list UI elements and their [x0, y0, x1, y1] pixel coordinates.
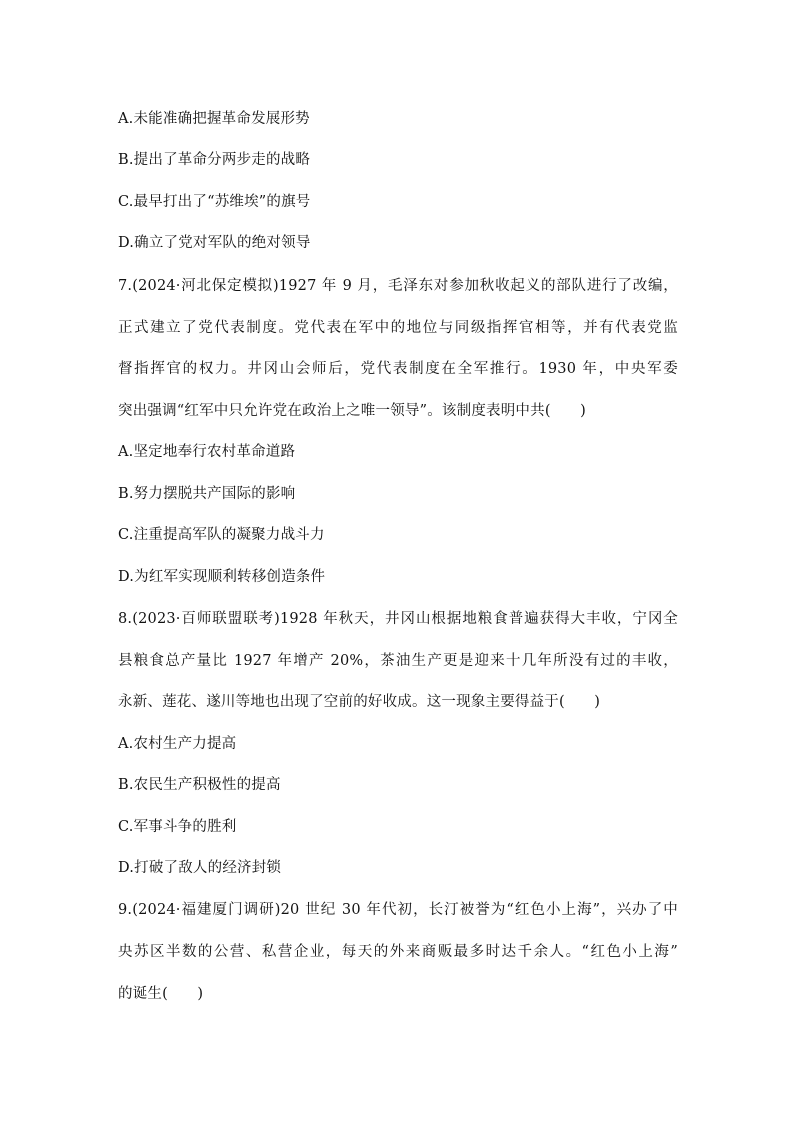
q7-option-c: C.注重提高军队的凝聚力战斗力: [118, 527, 325, 543]
q8-option-d: D.打破了敌人的经济封锁: [118, 860, 282, 876]
q7-stem-line-3: 督指挥官的权力。井冈山会师后，党代表制度在全军推行。1930 年，中央军委: [118, 361, 678, 377]
q8-option-a: A.农村生产力提高: [118, 736, 237, 752]
q9-stem-line-1: 9.(2024·福建厦门调研)20 世纪 30 年代初，长汀被誉为“红色小上海”，兴办了中: [118, 902, 678, 918]
q6-option-a: A.未能准确把握革命发展形势: [118, 111, 310, 127]
q8-stem-line-1: 8.(2023·百师联盟联考)1928 年秋天，井冈山根据地粮食普遍获得大丰收，宁冈全: [118, 611, 678, 627]
q6-option-c: C.最早打出了“苏维埃”的旗号: [118, 194, 311, 210]
q8-option-b: B.农民生产积极性的提高: [118, 777, 281, 793]
q7-option-d: D.为红军实现顺利转移创造条件: [118, 569, 326, 585]
q7-stem-line-4: 突出强调“红军中只允许党在政治上之唯一领导”。该制度表明中共( ): [118, 403, 586, 419]
q6-option-b: B.提出了革命分两步走的战略: [118, 152, 311, 168]
q7-stem-line-1: 7.(2024·河北保定模拟)1927 年 9 月，毛泽东对参加秋收起义的部队进行了改编，: [118, 278, 678, 294]
q8-option-c: C.军事斗争的胜利: [118, 819, 237, 835]
q9-stem-line-3: 的诞生( ): [118, 986, 204, 1002]
q7-option-b: B.努力摆脱共产国际的影响: [118, 486, 296, 502]
q8-stem-line-3: 永新、莲花、遂川等地也出现了空前的好收成。这一现象主要得益于( ): [118, 694, 601, 710]
q6-option-d: D.确立了党对军队的绝对领导: [118, 235, 311, 251]
q9-stem-line-2: 央苏区半数的公营、私营企业，每天的外来商贩最多时达千余人。“红色小上海”: [118, 944, 678, 960]
q8-stem-line-2: 县粮食总产量比 1927 年增产 20%，茶油生产更是迎来十几年所没有过的丰收，: [118, 653, 678, 669]
q7-stem-line-2: 正式建立了党代表制度。党代表在军中的地位与同级指挥官相等，并有代表党监: [118, 320, 678, 336]
q7-option-a: A.坚定地奉行农村革命道路: [118, 444, 296, 460]
